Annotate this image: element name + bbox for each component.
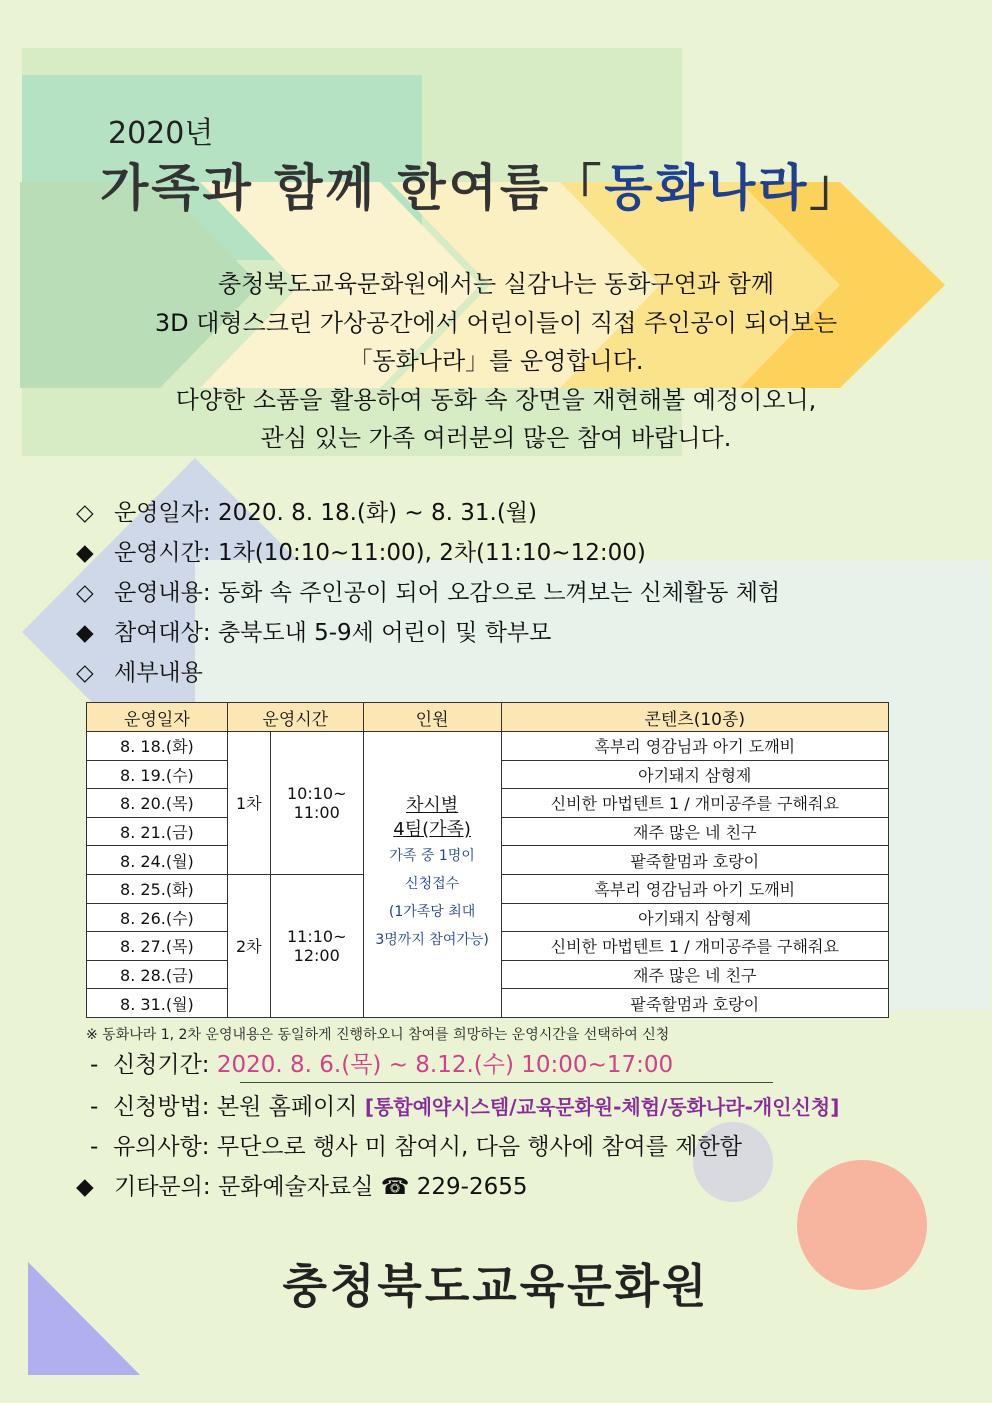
table-header-row (87, 703, 889, 732)
divider-line (240, 1082, 773, 1083)
apply-period: - 신청기간: 2020. 8. 6.(목) ~ 8.12.(수) 10:00~17:00 (90, 1052, 674, 1078)
info-content: ◇ 운영내용: 동화 속 주인공이 되어 오감으로 느껴보는 신체활동 체험 (76, 580, 781, 606)
info-times: ◆ 운영시간: 1차(10:10~11:00), 2차(11:10~12:00) (76, 540, 646, 566)
apply-method-path: [통합예약시스템/교육문화원-체험/동화나라-개인신청] (364, 1095, 840, 1119)
header-people: 인원 (363, 703, 501, 732)
info-details: ◇ 세부내용 (76, 660, 203, 686)
table-row: 8. 24.(월) 팥죽할멈과 호랑이 (87, 846, 889, 875)
info-dates: ◇ 운영일자: 2020. 8. 18.(화) ~ 8. 31.(월) (76, 500, 537, 526)
intro-line: 충청북도교육문화원에서는 실감나는 동화구연과 함께 (217, 270, 775, 298)
session-2-label: 2차 (227, 874, 270, 1017)
table-row: 8. 18.(화) 1차 10:10~ 11:00 차시별 4팀(가족) 가족 중 1명이 신청접수 (1가족당 최대 3명까지 참여가능) 혹부리 영감님과 아기 도깨비 (87, 732, 889, 761)
table-row: 8. 25.(화) 2차 11:10~ 12:00 혹부리 영감님과 아기 도깨비 (87, 874, 889, 903)
table-row: 8. 20.(목) 신비한 마법텐트 1 / 개미공주를 구해줘요 (87, 789, 889, 818)
info-target: ◆ 참여대상: 충북도내 5-9세 어린이 및 학부모 (76, 620, 552, 646)
organization-name: 충청북도교육문화원 (282, 1259, 710, 1313)
intro-line: 「동화나라」를 운영합니다. (348, 347, 644, 375)
contact-phone: 229-2655 (416, 1174, 528, 1200)
intro-line: 3D 대형스크린 가상공간에서 어린이들이 직접 주인공이 되어보는 (154, 308, 838, 337)
contact-info: ◆ 기타문의: 문화예술자료실 ☎ 229-2655 (76, 1174, 528, 1200)
header-time: 운영시간 (227, 703, 363, 732)
people-cell: 차시별 4팀(가족) 가족 중 1명이 신청접수 (1가족당 최대 3명까지 참여가능) (363, 732, 501, 1018)
table-row: 8. 21.(금) 재주 많은 네 친구 (87, 817, 889, 846)
title-main: 가족과 함께 한여름「 (100, 159, 605, 217)
table-row: 8. 19.(수) 아기돼지 삼형제 (87, 760, 889, 789)
intro-line: 관심 있는 가족 여러분의 많은 참여 바랍니다. (260, 424, 732, 452)
session-1-time: 10:10~ 11:00 (270, 732, 363, 875)
title-highlight: 동화나라 (604, 159, 810, 217)
session-2-time: 11:10~ 12:00 (270, 874, 363, 1017)
table-row: 8. 31.(월) 팥죽할멈과 호랑이 (87, 989, 889, 1018)
table-row: 8. 27.(목) 신비한 마법텐트 1 / 개미공주를 구해줘요 (87, 932, 889, 961)
page-title (100, 148, 862, 220)
session-1-label: 1차 (227, 732, 270, 875)
schedule-table (86, 702, 889, 1018)
title-close: 」 (809, 159, 863, 217)
apply-caution: - 유의사항: 무단으로 행사 미 참여시, 다음 행사에 참여를 제한함 (90, 1134, 742, 1160)
apply-method: - 신청방법: 본원 홈페이지 [통합예약시스템/교육문화원-체험/동화나라-개인신청] (90, 1094, 840, 1120)
apply-period-value: 2020. 8. 6.(목) ~ 8.12.(수) 10:00~17:00 (216, 1052, 674, 1078)
table-row: 8. 28.(금) 재주 많은 네 친구 (87, 960, 889, 989)
event-year: 2020년 (108, 116, 214, 151)
header-contents: 콘텐츠(10종) (501, 703, 888, 732)
table-note: ※ 동화나라 1, 2차 운영내용은 동일하게 진행하오니 참여를 희망하는 운영시간을 선택하여 신청 (86, 1027, 670, 1043)
intro-line: 다양한 소품을 활용하여 동화 속 장면을 재현해볼 예정이오니, (175, 385, 817, 414)
header-date: 운영일자 (87, 703, 228, 732)
table-row: 8. 26.(수) 아기돼지 삼형제 (87, 903, 889, 932)
intro-text (40, 265, 952, 458)
phone-icon: ☎ (380, 1174, 410, 1200)
